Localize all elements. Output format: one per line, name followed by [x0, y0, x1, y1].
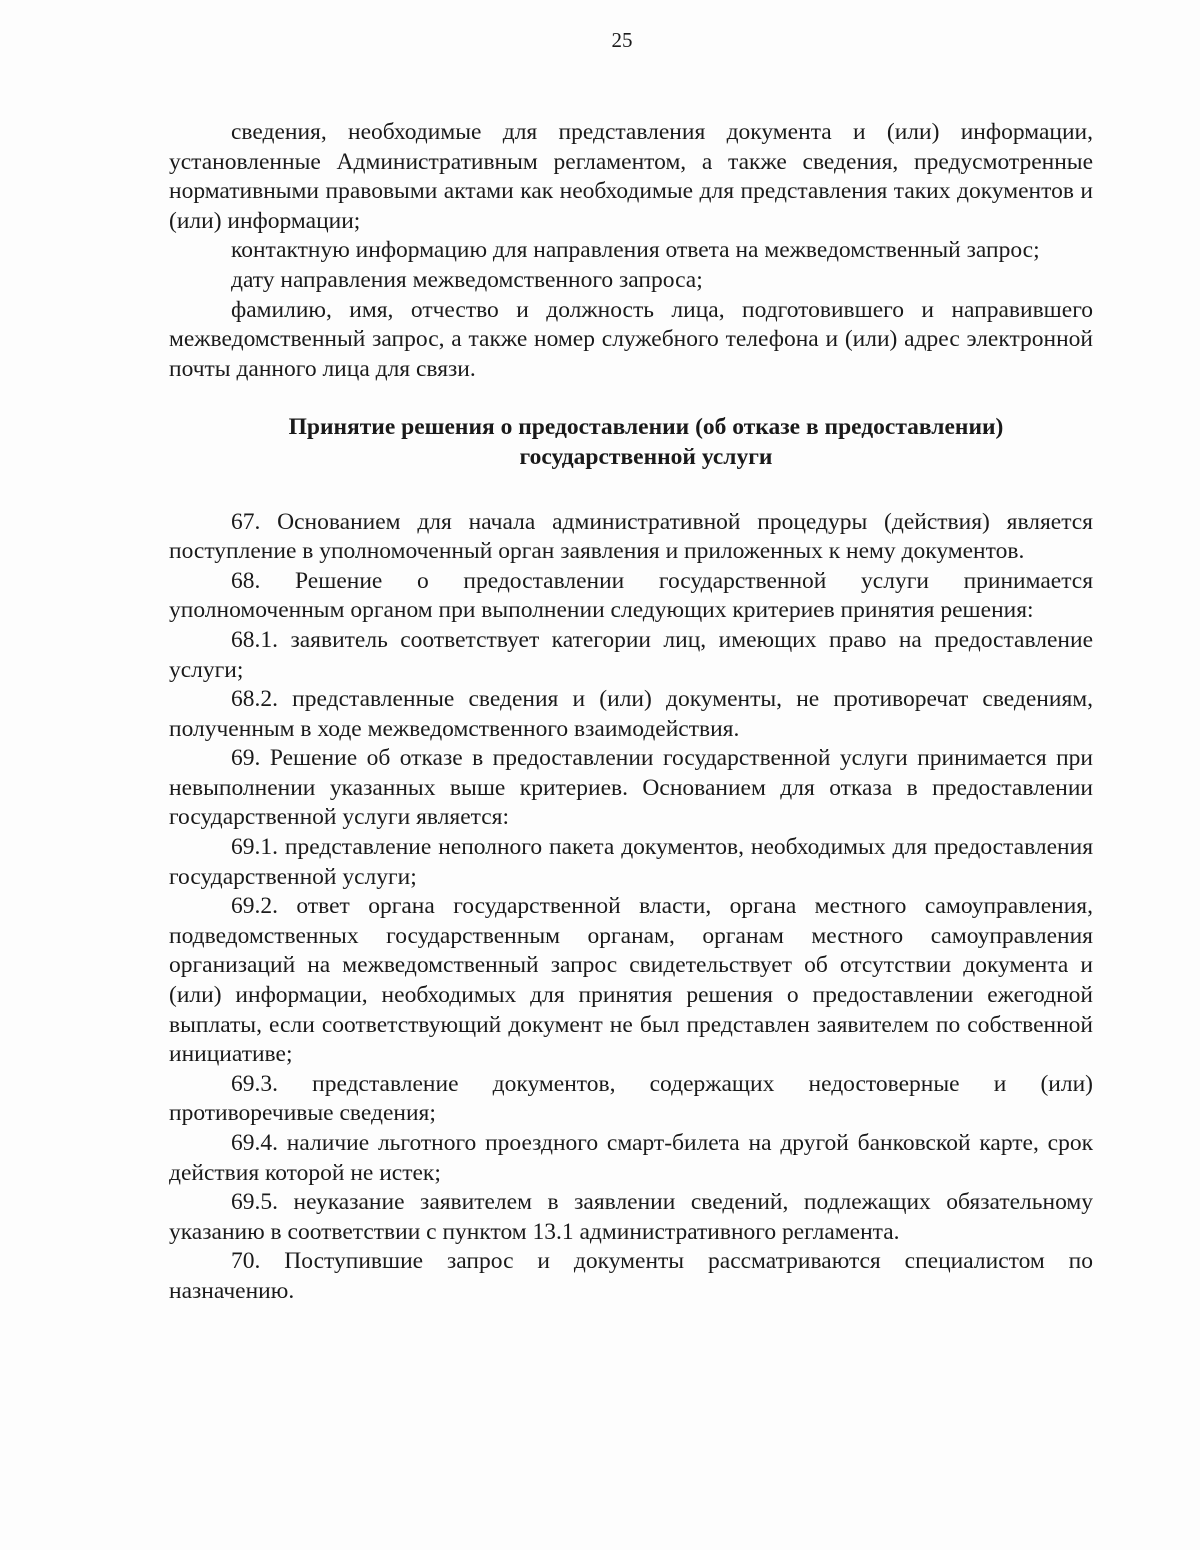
paragraph-67: 67. Основанием для начала административной процедуры (действия) является поступление в уполномоченный орган заявления и приложенных к нему документов.	[169, 508, 1093, 565]
section-heading	[169, 413, 1093, 472]
paragraph-69-1: 69.1. представление неполного пакета документов, необходимых для предоставления государственной услуги;	[169, 834, 1093, 890]
paragraph-68-1: 68.1. заявитель соответствует категории лиц, имеющих право на предоставление услуги;	[169, 626, 1093, 683]
paragraph-69: 69. Решение об отказе в предоставлении государственной услуги принимается при невыполнении указанных выше критериев. Основанием для отказа в предоставлении государственной услуги является:	[169, 745, 1093, 831]
paragraph-69-4: 69.4. наличие льготного проездного смарт-билета на другой банковской карте, срок действия которой не истек;	[169, 1130, 1093, 1186]
paragraph-69-5: 69.5. неуказание заявителем в заявлении сведений, подлежащих обязательному указанию в соответствии с пунктом 13.1 административного регламента.	[169, 1189, 1093, 1245]
paragraph-contact-info: контактную информацию для направления ответа на межведомственный запрос;	[231, 237, 1040, 264]
paragraph-69-3: 69.3. представление документов, содержащих недостоверные и (или) противоречивые сведения;	[169, 1070, 1093, 1127]
paragraph-request-date: дату направления межведомственного запроса;	[231, 266, 703, 293]
document-body	[169, 118, 1093, 1307]
paragraph-required-info: сведения, необходимые для представления документа и (или) информации, установленные Административным регламентом, а также сведения, предусмотренные нормативными правовыми актами как необходимые для представления таких документов и (или) информации;	[169, 119, 1093, 234]
paragraph-68-2: 68.2. представленные сведения и (или) документы, не противоречат сведениям, полученным в ходе межведомственного взаимодействия.	[169, 686, 1093, 742]
page-number: 25	[611, 28, 633, 52]
paragraph-70: 70. Поступившие запрос и документы рассматриваются специалистом по назначению.	[169, 1248, 1093, 1304]
paragraph-responsible-person: фамилию, имя, отчество и должность лица, подготовившего и направившего межведомственный запрос, а также номер служебного телефона и (или) адрес электронной почты данного лица для связи.	[169, 296, 1093, 382]
paragraph-68: 68. Решение о предоставлении государственной услуги принимается уполномоченным органом при выполнении следующих критериев принятия решения:	[169, 567, 1093, 624]
section-heading-line-2: государственной услуги	[519, 443, 773, 470]
paragraph-69-2: 69.2. ответ органа государственной власти, органа местного самоуправления, подведомственных государственным органам, органам местного самоуправления организаций на межведомственный запрос свидетельствует об отсутствии документа и (или) информации, необходимых для принятия решения о предоставлении ежегодной выплаты, если соответствующий документ не был представлен заявителем по собственной инициативе;	[169, 893, 1093, 1068]
section-heading-line-1: Принятие решения о предоставлении (об отказе в предоставлении)	[288, 414, 1004, 441]
